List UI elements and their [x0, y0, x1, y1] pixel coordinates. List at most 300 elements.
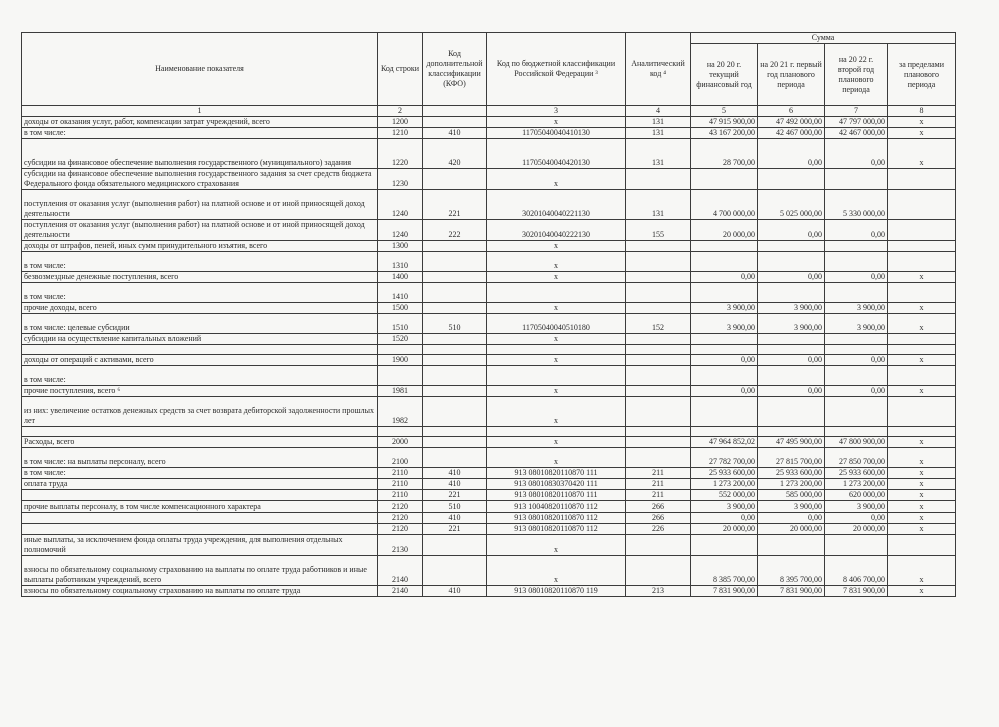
row-sum-beyond: x — [888, 386, 956, 397]
row-name: поступления от оказания услуг (выполнения работ) на платной основе и от иной приносящей доход деятельности — [22, 190, 378, 220]
row-analytic — [626, 366, 691, 386]
row-bcode: x — [487, 355, 626, 366]
row-sum-year-2 — [758, 535, 825, 556]
row-sum-year-1: 3 900,00 — [691, 303, 758, 314]
row-kfo — [423, 386, 487, 397]
table-row — [22, 468, 956, 479]
row-code — [378, 427, 423, 437]
row-sum-year-3: 3 900,00 — [825, 501, 888, 513]
row-sum-year-1: 3 900,00 — [691, 314, 758, 334]
row-sum-year-2: 20 000,00 — [758, 524, 825, 535]
row-sum-year-1 — [691, 252, 758, 272]
table-row — [22, 117, 956, 128]
row-sum-year-3: 0,00 — [825, 220, 888, 241]
row-kfo — [423, 303, 487, 314]
row-sum-year-1: 0,00 — [691, 355, 758, 366]
row-sum-year-3: 3 900,00 — [825, 314, 888, 334]
row-sum-beyond — [888, 220, 956, 241]
row-kfo: 510 — [423, 501, 487, 513]
row-sum-year-1: 8 385 700,00 — [691, 556, 758, 586]
row-code — [378, 345, 423, 355]
row-kfo: 222 — [423, 220, 487, 241]
row-sum-beyond: x — [888, 437, 956, 448]
header-beyond: за пределами планового периода — [888, 44, 956, 106]
row-sum-year-2 — [758, 366, 825, 386]
row-sum-year-3: 5 330 000,00 — [825, 190, 888, 220]
row-sum-beyond — [888, 427, 956, 437]
header-analytic: Аналитический код ⁴ — [626, 33, 691, 106]
row-sum-beyond — [888, 252, 956, 272]
row-sum-year-1: 20 000,00 — [691, 220, 758, 241]
row-code: 2140 — [378, 586, 423, 597]
header-year-3: на 20 22 г. второй год планового периода — [825, 44, 888, 106]
row-sum-year-3 — [825, 241, 888, 252]
row-kfo — [423, 272, 487, 283]
row-kfo: 410 — [423, 513, 487, 524]
row-sum-year-3: 3 900,00 — [825, 303, 888, 314]
row-sum-year-1 — [691, 241, 758, 252]
row-code — [378, 366, 423, 386]
row-name: доходы от штрафов, пеней, иных сумм принудительного изъятия, всего — [22, 241, 378, 252]
row-sum-year-1: 47 915 900,00 — [691, 117, 758, 128]
row-name: в том числе: — [22, 468, 378, 479]
colnum: 5 — [691, 106, 758, 117]
row-code: 1982 — [378, 397, 423, 427]
row-name: доходы от оказания услуг, работ, компенсации затрат учреждений, всего — [22, 117, 378, 128]
row-sum-year-1: 7 831 900,00 — [691, 586, 758, 597]
row-bcode: 913 08010820110870 111 — [487, 468, 626, 479]
row-code: 2130 — [378, 535, 423, 556]
row-analytic: 213 — [626, 586, 691, 597]
table-row — [22, 448, 956, 468]
row-bcode: 913 08010830370420 111 — [487, 479, 626, 490]
row-kfo: 410 — [423, 479, 487, 490]
colnum: 6 — [758, 106, 825, 117]
row-kfo — [423, 535, 487, 556]
table-row — [22, 586, 956, 597]
row-kfo — [423, 556, 487, 586]
row-analytic: 155 — [626, 220, 691, 241]
row-code: 2120 — [378, 524, 423, 535]
header-code: Код строки — [378, 33, 423, 106]
row-sum-beyond — [888, 190, 956, 220]
row-name — [22, 345, 378, 355]
row-analytic: 131 — [626, 128, 691, 139]
row-sum-beyond: x — [888, 513, 956, 524]
table-row — [22, 169, 956, 190]
row-code: 1240 — [378, 190, 423, 220]
row-bcode: 11705040040420130 — [487, 139, 626, 169]
row-name: Расходы, всего — [22, 437, 378, 448]
table-row — [22, 535, 956, 556]
row-kfo: 410 — [423, 586, 487, 597]
row-sum-year-2 — [758, 334, 825, 345]
row-bcode: x — [487, 334, 626, 345]
row-sum-year-3: 620 000,00 — [825, 490, 888, 501]
row-sum-beyond — [888, 241, 956, 252]
row-sum-year-2: 47 492 000,00 — [758, 117, 825, 128]
row-code: 2110 — [378, 468, 423, 479]
row-name: из них: увеличение остатков денежных средств за счет возврата дебиторской задолженности прошлых лет — [22, 397, 378, 427]
row-sum-year-2: 42 467 000,00 — [758, 128, 825, 139]
row-kfo — [423, 334, 487, 345]
row-sum-year-1 — [691, 169, 758, 190]
row-sum-year-2: 25 933 600,00 — [758, 468, 825, 479]
row-sum-beyond — [888, 397, 956, 427]
table-row — [22, 272, 956, 283]
row-sum-year-3: 0,00 — [825, 272, 888, 283]
row-sum-year-3 — [825, 283, 888, 303]
row-sum-year-2: 47 495 900,00 — [758, 437, 825, 448]
row-sum-year-2: 0,00 — [758, 272, 825, 283]
row-sum-beyond: x — [888, 490, 956, 501]
row-sum-year-1: 43 167 200,00 — [691, 128, 758, 139]
row-bcode: x — [487, 397, 626, 427]
row-kfo: 510 — [423, 314, 487, 334]
row-sum-year-3 — [825, 366, 888, 386]
row-sum-year-2: 585 000,00 — [758, 490, 825, 501]
row-sum-year-1 — [691, 366, 758, 386]
row-code: 1210 — [378, 128, 423, 139]
row-code: 1500 — [378, 303, 423, 314]
row-sum-year-1 — [691, 334, 758, 345]
colnum: 1 — [22, 106, 378, 117]
row-kfo: 221 — [423, 490, 487, 501]
row-bcode — [487, 345, 626, 355]
row-code: 2110 — [378, 479, 423, 490]
column-number-row — [22, 106, 956, 117]
row-analytic — [626, 535, 691, 556]
row-bcode: x — [487, 437, 626, 448]
table-row — [22, 314, 956, 334]
row-bcode — [487, 366, 626, 386]
row-bcode: 30201040040221130 — [487, 190, 626, 220]
row-analytic — [626, 169, 691, 190]
row-sum-beyond: x — [888, 524, 956, 535]
colnum: 7 — [825, 106, 888, 117]
row-code: 1510 — [378, 314, 423, 334]
row-sum-year-2 — [758, 241, 825, 252]
row-sum-year-3: 1 273 200,00 — [825, 479, 888, 490]
table-row — [22, 490, 956, 501]
row-sum-year-2: 3 900,00 — [758, 303, 825, 314]
row-sum-year-3: 0,00 — [825, 355, 888, 366]
row-name — [22, 427, 378, 437]
row-kfo: 410 — [423, 128, 487, 139]
header-year-1: на 20 20 г. текущий финансовый год — [691, 44, 758, 106]
row-sum-year-1: 3 900,00 — [691, 501, 758, 513]
row-bcode: 913 08010820110870 119 — [487, 586, 626, 597]
row-sum-year-2: 0,00 — [758, 513, 825, 524]
row-code: 2000 — [378, 437, 423, 448]
row-sum-year-1: 20 000,00 — [691, 524, 758, 535]
table-row — [22, 437, 956, 448]
row-sum-year-1: 4 700 000,00 — [691, 190, 758, 220]
row-bcode: x — [487, 535, 626, 556]
row-sum-beyond: x — [888, 303, 956, 314]
row-analytic: 211 — [626, 468, 691, 479]
header-bcode: Код по бюджетной классификации Российской Федерации ³ — [487, 33, 626, 106]
row-sum-year-1 — [691, 397, 758, 427]
row-code: 2120 — [378, 501, 423, 513]
row-analytic: 266 — [626, 513, 691, 524]
row-sum-year-1 — [691, 345, 758, 355]
row-sum-year-2: 7 831 900,00 — [758, 586, 825, 597]
row-sum-year-2: 3 900,00 — [758, 501, 825, 513]
row-analytic: 152 — [626, 314, 691, 334]
row-bcode: x — [487, 386, 626, 397]
row-sum-year-2: 0,00 — [758, 139, 825, 169]
table-row — [22, 513, 956, 524]
row-sum-year-1: 27 782 700,00 — [691, 448, 758, 468]
table-row — [22, 139, 956, 169]
row-bcode: x — [487, 556, 626, 586]
row-bcode: 913 08010820110870 112 — [487, 524, 626, 535]
row-name: оплата труда — [22, 479, 378, 490]
row-kfo — [423, 252, 487, 272]
row-analytic: 131 — [626, 117, 691, 128]
row-sum-beyond: x — [888, 468, 956, 479]
row-name — [22, 513, 378, 524]
row-kfo — [423, 169, 487, 190]
table-row — [22, 397, 956, 427]
row-name: прочие выплаты персоналу, в том числе компенсационного характера — [22, 501, 378, 513]
row-analytic — [626, 272, 691, 283]
row-analytic — [626, 252, 691, 272]
row-sum-beyond — [888, 334, 956, 345]
row-sum-beyond: x — [888, 556, 956, 586]
row-code: 2120 — [378, 513, 423, 524]
row-name: в том числе: — [22, 283, 378, 303]
row-analytic — [626, 334, 691, 345]
row-kfo — [423, 241, 487, 252]
row-analytic — [626, 355, 691, 366]
row-sum-year-2: 1 273 200,00 — [758, 479, 825, 490]
header-name: Наименование показателя — [22, 33, 378, 106]
row-sum-year-3: 47 797 000,00 — [825, 117, 888, 128]
row-sum-beyond: x — [888, 128, 956, 139]
row-sum-beyond: x — [888, 117, 956, 128]
table-row — [22, 479, 956, 490]
table-row — [22, 303, 956, 314]
row-sum-year-2: 5 025 000,00 — [758, 190, 825, 220]
row-code: 1400 — [378, 272, 423, 283]
row-name: в том числе: — [22, 252, 378, 272]
row-kfo — [423, 366, 487, 386]
row-sum-year-2: 0,00 — [758, 386, 825, 397]
row-bcode: 913 08010820110870 112 — [487, 513, 626, 524]
row-name: в том числе: целевые субсидии — [22, 314, 378, 334]
row-kfo: 221 — [423, 190, 487, 220]
row-sum-year-3 — [825, 169, 888, 190]
row-sum-year-2 — [758, 169, 825, 190]
row-kfo — [423, 427, 487, 437]
row-sum-year-1: 1 273 200,00 — [691, 479, 758, 490]
row-sum-year-1 — [691, 535, 758, 556]
row-sum-year-2 — [758, 427, 825, 437]
row-bcode: x — [487, 448, 626, 468]
row-code: 1410 — [378, 283, 423, 303]
row-sum-year-1 — [691, 427, 758, 437]
row-sum-beyond — [888, 535, 956, 556]
row-analytic: 211 — [626, 490, 691, 501]
row-sum-year-1: 0,00 — [691, 513, 758, 524]
row-sum-beyond: x — [888, 139, 956, 169]
table-row — [22, 241, 956, 252]
row-sum-year-1: 47 964 852,02 — [691, 437, 758, 448]
row-kfo — [423, 397, 487, 427]
header-sums: Сумма — [691, 33, 956, 44]
table-row — [22, 386, 956, 397]
row-sum-year-2: 8 395 700,00 — [758, 556, 825, 586]
row-kfo — [423, 345, 487, 355]
row-code: 1240 — [378, 220, 423, 241]
row-kfo: 410 — [423, 468, 487, 479]
row-sum-year-2 — [758, 345, 825, 355]
row-sum-year-1 — [691, 283, 758, 303]
row-kfo — [423, 283, 487, 303]
table-row — [22, 366, 956, 386]
row-analytic: 226 — [626, 524, 691, 535]
row-analytic — [626, 397, 691, 427]
row-bcode: 913 08010820110870 111 — [487, 490, 626, 501]
row-bcode: 913 10040820110870 112 — [487, 501, 626, 513]
row-analytic — [626, 437, 691, 448]
colnum — [423, 106, 487, 117]
colnum: 3 — [487, 106, 626, 117]
row-sum-beyond: x — [888, 448, 956, 468]
table-row — [22, 524, 956, 535]
row-bcode: x — [487, 303, 626, 314]
row-analytic — [626, 386, 691, 397]
row-name: в том числе: — [22, 128, 378, 139]
row-sum-year-2: 27 815 700,00 — [758, 448, 825, 468]
row-sum-year-3 — [825, 252, 888, 272]
row-code: 1981 — [378, 386, 423, 397]
row-name: взносы по обязательному социальному страхованию на выплаты по оплате труда работников и иные выплаты работникам учреждений, всего — [22, 556, 378, 586]
table-row — [22, 220, 956, 241]
row-name — [22, 490, 378, 501]
row-sum-year-3: 25 933 600,00 — [825, 468, 888, 479]
row-analytic — [626, 556, 691, 586]
table-row — [22, 501, 956, 513]
row-bcode — [487, 283, 626, 303]
table-row — [22, 190, 956, 220]
row-analytic: 211 — [626, 479, 691, 490]
row-sum-year-3: 7 831 900,00 — [825, 586, 888, 597]
row-kfo: 420 — [423, 139, 487, 169]
colnum: 4 — [626, 106, 691, 117]
row-sum-beyond: x — [888, 314, 956, 334]
row-sum-year-2 — [758, 397, 825, 427]
row-bcode: x — [487, 272, 626, 283]
row-analytic — [626, 241, 691, 252]
row-bcode: x — [487, 117, 626, 128]
row-sum-beyond: x — [888, 479, 956, 490]
row-sum-beyond: x — [888, 586, 956, 597]
row-sum-year-1: 28 700,00 — [691, 139, 758, 169]
row-kfo — [423, 448, 487, 468]
row-sum-year-2 — [758, 283, 825, 303]
row-name — [22, 524, 378, 535]
row-name: прочие поступления, всего ⁶ — [22, 386, 378, 397]
row-analytic — [626, 283, 691, 303]
header-kfo: Код дополнительной классификации (КФО) — [423, 33, 487, 106]
colnum: 8 — [888, 106, 956, 117]
row-name: в том числе: на выплаты персоналу, всего — [22, 448, 378, 468]
row-code: 2140 — [378, 556, 423, 586]
row-sum-beyond: x — [888, 355, 956, 366]
row-code: 1220 — [378, 139, 423, 169]
row-kfo — [423, 355, 487, 366]
row-sum-year-3: 0,00 — [825, 139, 888, 169]
row-name: поступления от оказания услуг (выполнения работ) на платной основе и от иной приносящей доход деятельности — [22, 220, 378, 241]
row-sum-year-3: 8 406 700,00 — [825, 556, 888, 586]
row-sum-beyond — [888, 345, 956, 355]
row-sum-year-3 — [825, 535, 888, 556]
row-sum-beyond: x — [888, 501, 956, 513]
row-code: 2110 — [378, 490, 423, 501]
row-code: 1230 — [378, 169, 423, 190]
row-sum-year-3 — [825, 345, 888, 355]
row-sum-year-3: 47 800 900,00 — [825, 437, 888, 448]
row-analytic: 131 — [626, 190, 691, 220]
row-name: субсидии на финансовое обеспечение выполнения государственного (муниципального) задания — [22, 139, 378, 169]
financial-plan-table — [21, 32, 956, 597]
row-sum-year-3 — [825, 334, 888, 345]
row-code: 1310 — [378, 252, 423, 272]
header-year-2: на 20 21 г. первый год планового периода — [758, 44, 825, 106]
table-row — [22, 427, 956, 437]
row-sum-year-1: 0,00 — [691, 272, 758, 283]
row-sum-year-3 — [825, 397, 888, 427]
row-kfo — [423, 117, 487, 128]
table-row — [22, 334, 956, 345]
row-analytic — [626, 303, 691, 314]
row-analytic — [626, 345, 691, 355]
row-name: субсидии на осуществление капитальных вложений — [22, 334, 378, 345]
row-code: 1200 — [378, 117, 423, 128]
table-row — [22, 128, 956, 139]
row-sum-beyond: x — [888, 272, 956, 283]
row-code: 1900 — [378, 355, 423, 366]
row-name: взносы по обязательному социальному страхованию на выплаты по оплате труда — [22, 586, 378, 597]
table-row — [22, 556, 956, 586]
table-row — [22, 355, 956, 366]
table-body — [22, 117, 956, 597]
row-sum-year-1: 0,00 — [691, 386, 758, 397]
row-sum-year-1: 552 000,00 — [691, 490, 758, 501]
row-bcode: x — [487, 252, 626, 272]
row-name: иные выплаты, за исключением фонда оплаты труда учреждения, для выполнения отдельных полномочий — [22, 535, 378, 556]
row-code: 1520 — [378, 334, 423, 345]
row-name: прочие доходы, всего — [22, 303, 378, 314]
table-row — [22, 345, 956, 355]
row-code: 1300 — [378, 241, 423, 252]
row-sum-year-3: 0,00 — [825, 386, 888, 397]
row-analytic: 131 — [626, 139, 691, 169]
row-sum-year-2 — [758, 252, 825, 272]
row-name: в том числе: — [22, 366, 378, 386]
row-kfo — [423, 437, 487, 448]
row-sum-year-2: 0,00 — [758, 220, 825, 241]
row-analytic: 266 — [626, 501, 691, 513]
row-sum-year-2: 0,00 — [758, 355, 825, 366]
row-bcode: x — [487, 241, 626, 252]
row-name: безвозмездные денежные поступления, всего — [22, 272, 378, 283]
row-sum-year-3 — [825, 427, 888, 437]
row-kfo: 221 — [423, 524, 487, 535]
